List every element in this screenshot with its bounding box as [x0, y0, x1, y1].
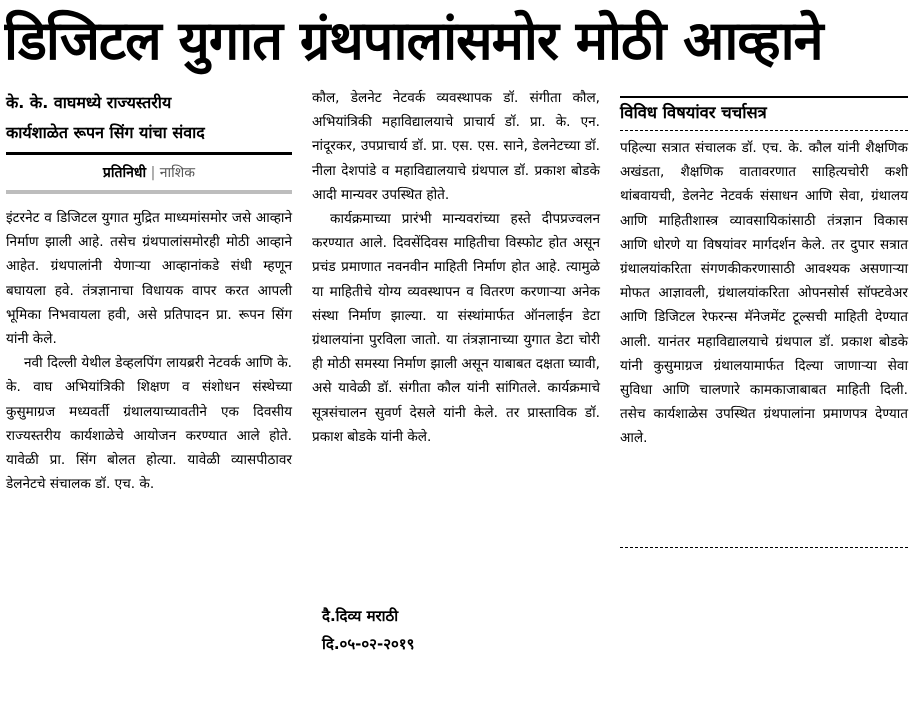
article-column-2 — [312, 86, 600, 449]
article-column-1 — [6, 206, 292, 496]
source-date: दि.०५-०२-२०१९ — [322, 635, 415, 653]
subheadline-rule — [6, 152, 292, 155]
article-column-3 — [620, 136, 908, 451]
column-2-paragraph-2: कार्यक्रमाच्या प्रारंभी मान्यवरांच्या हस्ते दीपप्रज्वलन करण्यात आले. दिवसेंदिवस माहितीचा विस्फोट होत असून प्रचंड प्रमाणात नवनवीन माहिती निर्माण होत आहे. त्यामुळे या माहितीचे योग्य व्यवस्थापन व वितरण करणाऱ्या अनेक संस्था निर्माण झाल्या. या संस्थांमार्फत ऑनलाईन डेटा ग्रंथालयांना पुरविला जातो. या तंत्रज्ञानाच्या युगात डेटा चोरी ही मोठी समस्या निर्माण झाली असून याबाबत दक्षता घ्यावी, असे यावेळी डॉ. संगीता कौल यांनी सांगितले. कार्यक्रमाचे सूत्रसंचालन सुवर्ण देसले यांनी केले. तर प्रास्ताविक डॉ. प्रकाश बोडके यांनी केले. — [312, 211, 600, 445]
byline-rule — [6, 190, 292, 194]
byline-city: नाशिक — [159, 165, 196, 181]
subheadline — [6, 88, 296, 148]
source-credit — [322, 602, 582, 658]
column-3-paragraph-1: पहिल्या सत्रात संचालक डॉ. एच. के. कौल यांनी शैक्षणिक अखंडता, शैक्षणिक वातावरणात साहित्यचोरी कशी थांबवायची, डेलनेट नेटवर्क संसाधन आणि सेवा, ग्रंथालय आणि माहितीशास्त्र व्यावसायिकांसाठी तंत्रज्ञान विकास आणि धोरणे या विषयांवर मार्गदर्शन केले. तर दुपार सत्रात ग्रंथालयांकरिता संगणकीकरणासाठी आवश्यक असणाऱ्या मोफत आज्ञावली, ग्रंथालयांकरिता ओपनसोर्स सॉफ्टवेअर आणि डिजिटल रेफरन्स मॅनेजमेंट टूल्सची माहिती देण्यात आली. यानंतर महाविद्यालयाचे ग्रंथपाल डॉ. प्रकाश बोडके यांनी कुसुमाग्रज ग्रंथालयामार्फत दिल्या जाणाऱ्या सेवा सुविधा आणि चालणारे कामकाजाबाबत माहिती दिली. तसेच कार्यशाळेस उपस्थित ग्रंथपालांना प्रमाणपत्र देण्यात आले. — [620, 140, 908, 447]
source-publication: दै.दिव्य मराठी — [322, 607, 399, 625]
byline-name: प्रतिनिधी — [102, 165, 147, 181]
column-1-paragraph-1: इंटरनेट व डिजिटल युगात मुद्रित माध्यमांसमोर जसे आव्हाने निर्माण झाली आहे. तसेच ग्रंथपालांसमोरही मोठी आव्हाने आहेत. ग्रंथपालांनी येणाऱ्या आव्हानांकडे संधी म्हणून बघायला हवे. तंत्रज्ञानाचा विधायक वापर करत आपली भूमिका निभवायला हवी, असे प्रतिपादन प्रा. रूपन सिंग यांनी केले. — [6, 210, 292, 348]
byline-separator: | — [150, 165, 156, 181]
sidebar-title: विविध विषयांवर चर्चासत्र — [620, 96, 908, 128]
column-1-paragraph-2: नवी दिल्ली येथील डेव्हलपिंग लायब्ररी नेटवर्क आणि के. के. वाघ अभियांत्रिकी शिक्षण व संशोधन संस्थेच्या कुसुमाग्रज मध्यवर्ती ग्रंथालयाच्यावतीने एक दिवसीय राज्यस्तरीय कार्यशाळेचे आयोजन करण्यात आले होते. यावेळी प्रा. सिंग बोलत होत्या. यावेळी व्यासपीठावर डेलनेटचे संचालक डॉ. एच. के. — [6, 355, 292, 493]
byline — [6, 160, 292, 186]
sidebar-top-dashed-rule — [620, 130, 908, 131]
headline: डिजिटल युगात ग्रंथपालांसमोर मोठी आव्हाने — [4, 9, 823, 72]
column-2-paragraph-1: कौल, डेलनेट नेटवर्क व्यवस्थापक डॉ. संगीता कौल, अभियांत्रिकी महाविद्यालयाचे प्राचार्य डॉ. प्रा. के. एन. नांदूरकर, उपप्राचार्य डॉ. प्रा. एस. एस. साने, डेलनेटच्या डॉ. नीला देशपांडे व महाविद्यालयाचे ग्रंथपाल डॉ. प्रकाश बोडके आदी मान्यवर उपस्थित होते. — [312, 90, 600, 203]
subheadline-line-1: के. के. वाघमध्ये राज्यस्तरीय — [6, 93, 172, 112]
subheadline-line-2: कार्यशाळेत रूपन सिंग यांचा संवाद — [6, 123, 205, 142]
sidebar-bottom-dashed-rule — [620, 547, 908, 548]
